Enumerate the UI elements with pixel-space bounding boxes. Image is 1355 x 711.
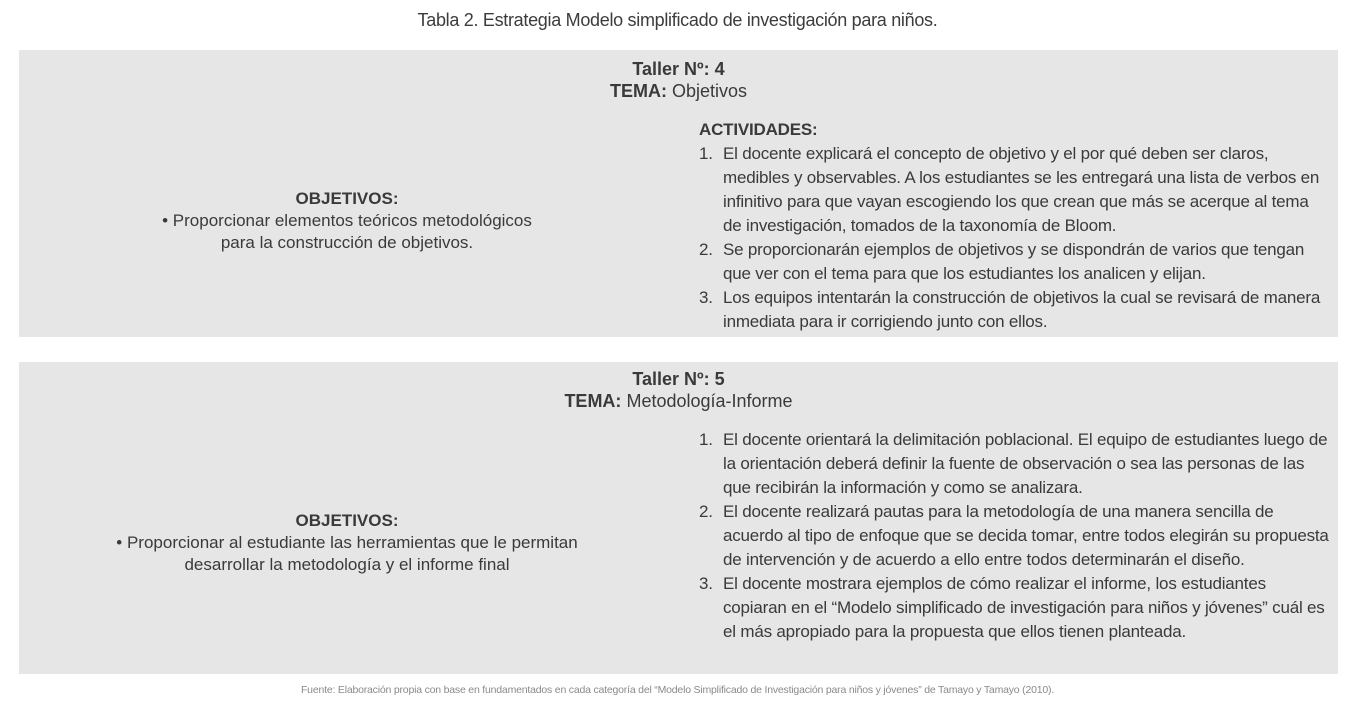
activity-text: El docente explicará el concepto de objetivo y el por qué deben ser claros, medibles y observables. A los estudiantes se les entregará una lista de verbos en infinitivo para que vayan escogiendo los que crean que más se acerque al tema de investigación, tomados de la taxonomía de Bloom. — [723, 144, 1320, 235]
activities-block — [699, 118, 1329, 334]
workshop-panel-5 — [19, 362, 1338, 674]
activity-item — [699, 142, 1329, 238]
activity-number: 1. — [699, 144, 713, 163]
activity-text: El docente mostrara ejemplos de cómo realizar el informe, los estudiantes copiaran en el “Modelo simplificado de investigación para niños y jóvenes” cuál es el más apropiado para la propuesta que ellos tienen planteada. — [723, 574, 1325, 641]
activity-text: Se proporcionarán ejemplos de objetivos y se dispondrán de varios que tengan que ver con el tema para que los estudiantes los analicen y elijan. — [723, 240, 1305, 283]
tema-label: TEMA: — [564, 391, 622, 411]
activity-number: 1. — [699, 430, 713, 449]
workshop-header — [19, 58, 1338, 102]
source-footnote: Fuente: Elaboración propia con base en fundamentados en cada categoría del “Modelo Simplificado de Investigación para niños y jóvenes” de Tamayo y Tamayo (2010). — [300, 684, 1055, 696]
objective-line: para la construcción de objetivos. — [220, 233, 474, 252]
workshop-header — [19, 368, 1338, 412]
taller-label: Taller Nº: 4 — [632, 59, 725, 79]
tema-line — [19, 390, 1338, 412]
tema-line — [19, 80, 1338, 102]
table-caption: Tabla 2. Estrategia Modelo simplificado de investigación para niños. — [417, 10, 938, 30]
activity-number: 2. — [699, 240, 713, 259]
taller-label: Taller Nº: 5 — [632, 369, 725, 389]
objectives-block — [19, 188, 675, 254]
activity-number: 2. — [699, 502, 713, 521]
activity-text: Los equipos intentarán la construcción de objetivos la cual se revisará de manera inmediata para ir corrigiendo junto con ellos. — [723, 288, 1321, 331]
activities-list — [699, 428, 1329, 644]
objective-line: • Proporcionar elementos teóricos metodológicos — [162, 211, 532, 230]
objective-line: • Proporcionar al estudiante las herramientas que le permitan — [116, 533, 578, 552]
activity-text: El docente orientará la delimitación poblacional. El equipo de estudiantes luego de la orientación deberá definir la fuente de observación o sea las personas de las que recibirán la información y como se analizara. — [723, 430, 1328, 497]
objectives-block — [19, 510, 675, 576]
activity-number: 3. — [699, 288, 713, 307]
activity-item — [699, 238, 1329, 286]
activity-number: 3. — [699, 574, 713, 593]
activity-text: El docente realizará pautas para la metodología de una manera sencilla de acuerdo al tipo de enfoque que se decida tomar, entre todos elegirán su propuesta de intervención y de acuerdo a ello entre todos determinarán el diseño. — [723, 502, 1329, 569]
activities-title: ACTIVIDADES: — [699, 120, 818, 139]
activity-item — [699, 428, 1329, 500]
activity-item — [699, 500, 1329, 572]
workshop-panel-4 — [19, 50, 1338, 337]
objectives-title: OBJETIVOS: — [295, 189, 399, 208]
tema-value: Objetivos — [671, 81, 748, 101]
objectives-title: OBJETIVOS: — [295, 511, 399, 530]
activity-item — [699, 286, 1329, 334]
objective-line: desarrollar la metodología y el informe final — [184, 555, 510, 574]
tema-label: TEMA: — [609, 81, 667, 101]
activity-item — [699, 572, 1329, 644]
tema-value: Metodología-Informe — [626, 391, 793, 411]
activities-list — [699, 142, 1329, 334]
activities-block — [699, 428, 1329, 644]
